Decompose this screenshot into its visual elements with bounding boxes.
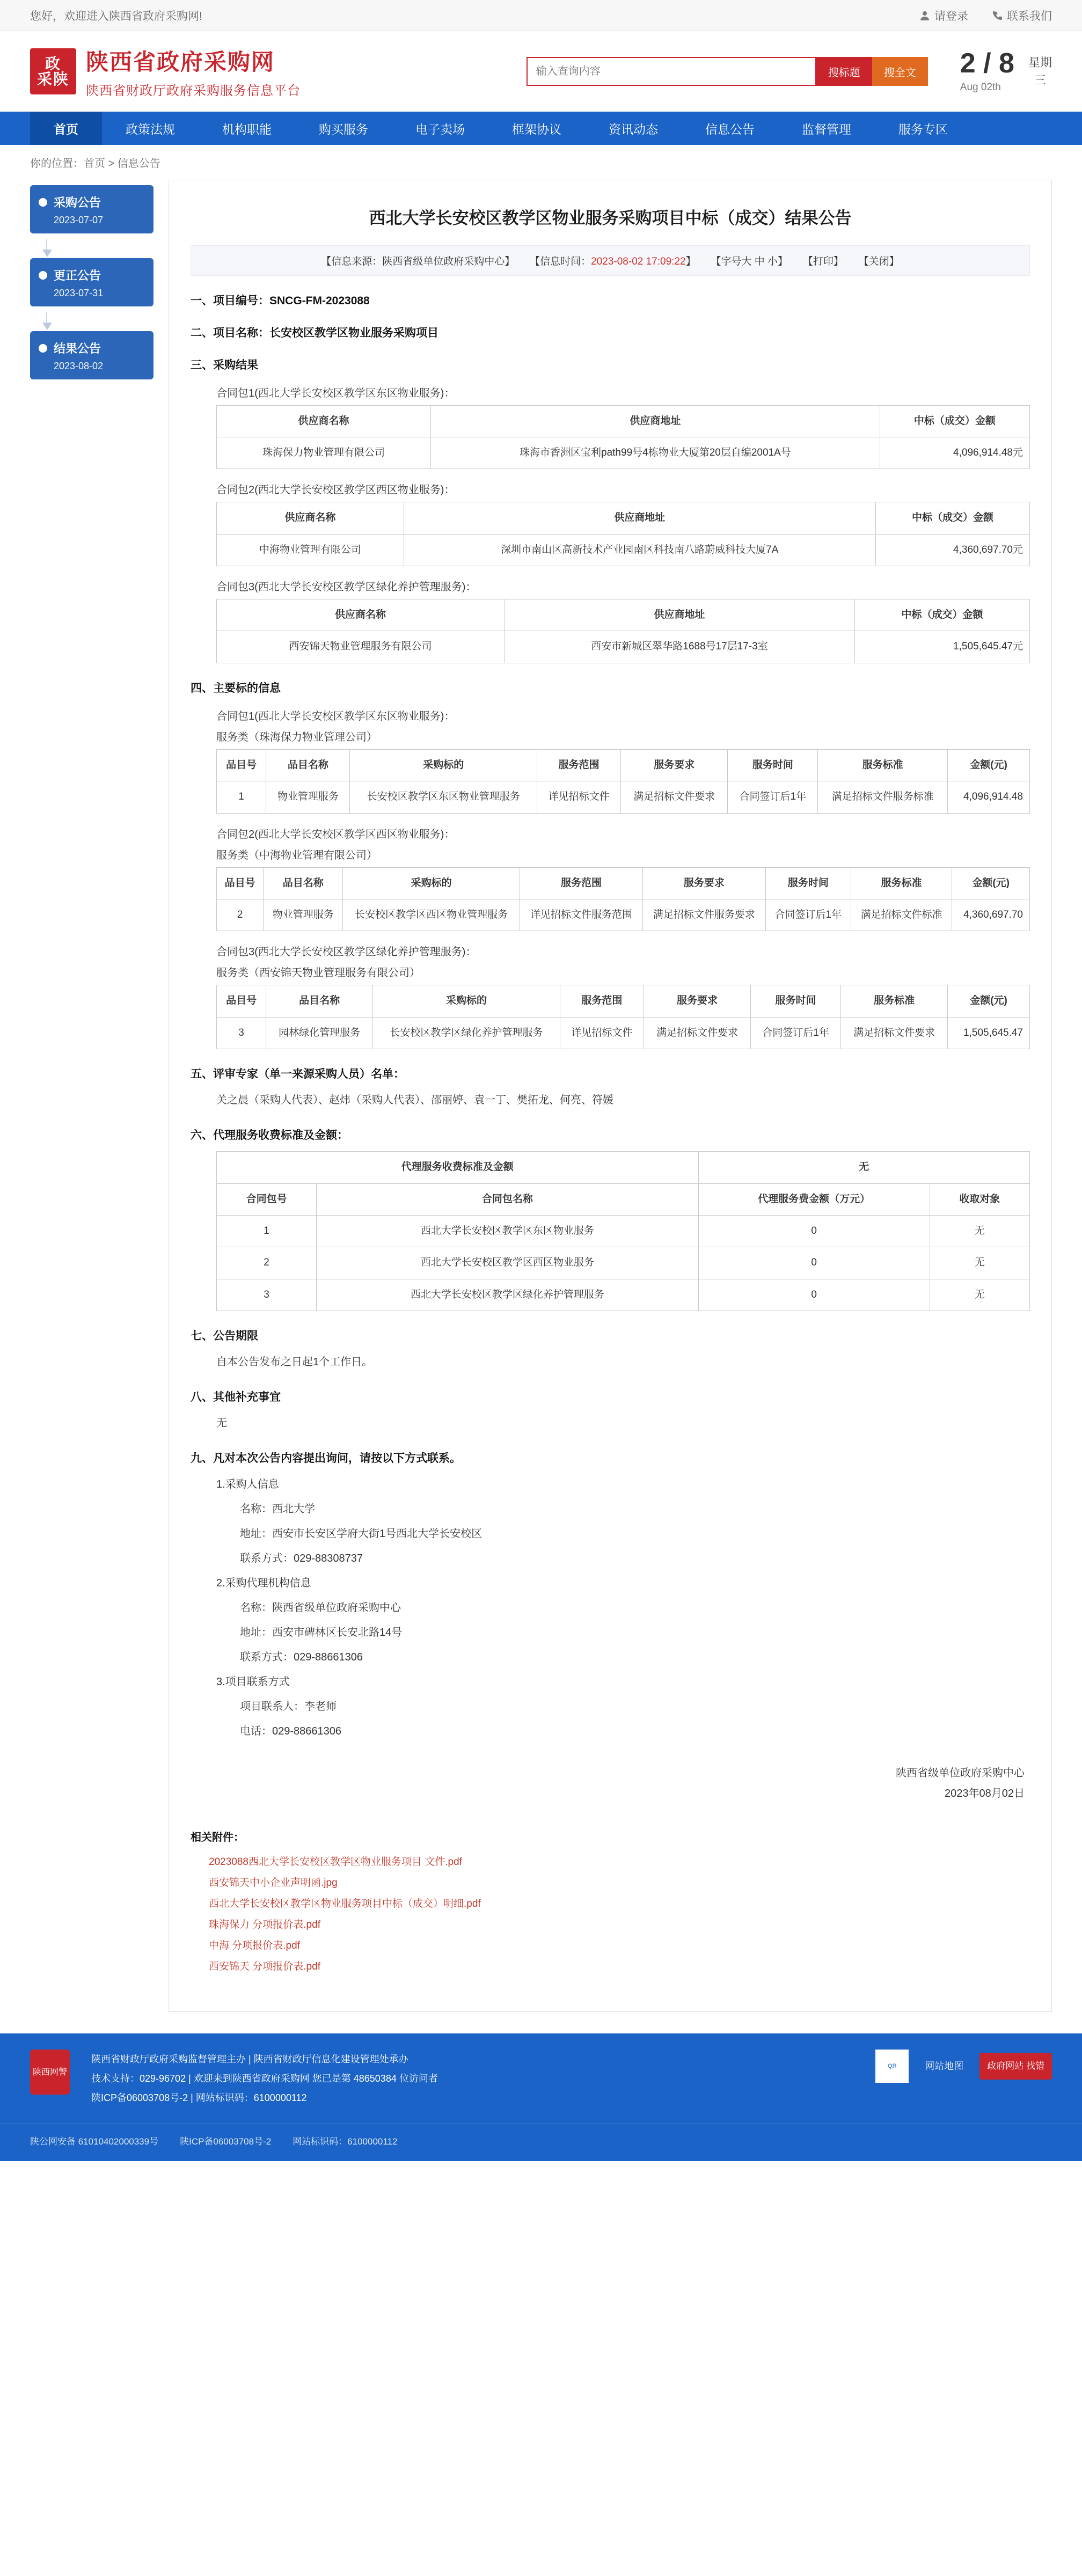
search-fulltext-button[interactable]: 搜全文 [872, 57, 928, 86]
agency-fee-title-right: 无 [698, 1152, 1029, 1183]
footer-site-code: 网站标识码：6100000112 [293, 2136, 398, 2147]
attachment-link-4[interactable]: 中海 分项报价表.pdf [209, 1940, 300, 1952]
standard-block-table-1 [216, 867, 1030, 932]
table-cell: 西北大学长安校区教学区西区物业服务 [317, 1247, 698, 1279]
contact-heading-0: 1.采购人信息 [216, 1479, 279, 1491]
column-header: 服务时间 [765, 867, 851, 899]
table-cell: 详见招标文件 [560, 1017, 644, 1049]
login-link-label: 请登录 [934, 10, 968, 23]
signature-org: 陕西省级单位政府采购中心 [896, 1767, 1025, 1780]
contact-heading-2: 3.项目联系方式 [216, 1676, 290, 1688]
contact-line-1-1: 地址：西安市碑林区长安北路14号 [240, 1627, 403, 1639]
section-1-title: 一、项目编号：SNCG-FM-2023088 [191, 294, 370, 307]
contact-link-label: 联系我们 [1007, 10, 1052, 23]
main-nav [0, 112, 1082, 145]
signature [191, 1763, 1030, 1804]
table-header-row [217, 749, 1030, 781]
column-header: 服务要求 [644, 985, 750, 1017]
document-meta [191, 245, 1030, 276]
sidebar-item-2[interactable] [30, 331, 153, 379]
phone-icon [992, 10, 1003, 21]
sidebar-item-title: 更正公告 [54, 269, 101, 282]
section-5-title: 五、评审专家（单一来源采购人员）名单： [191, 1068, 405, 1081]
table-cell: 4,096,914.48 [948, 781, 1030, 813]
sidebar-item-1[interactable] [30, 258, 153, 306]
result-package-caption-2: 合同包3(西北大学长安校区教学区绿化养护管理服务)： [216, 581, 477, 594]
table-cell: 满足招标文件要求 [621, 781, 728, 813]
column-header: 品目名称 [266, 985, 373, 1017]
section-4-title: 四、主要标的信息 [191, 682, 281, 694]
table-cell: 中海物业管理有限公司 [217, 534, 404, 566]
contact-line-0-1: 地址：西安市长安区学府大街1号西北大学长安校区 [240, 1528, 482, 1540]
result-packages [191, 384, 1030, 663]
table-cell: 西安锦天物业管理服务有限公司 [217, 631, 505, 663]
nav-item-2[interactable]: 机构职能 [222, 122, 272, 136]
table-header-row [217, 867, 1030, 899]
table-cell: 1 [217, 781, 266, 813]
contact-blocks [191, 1474, 1030, 1741]
welcome-text: 您好，欢迎进入陕西省政府采购网! [30, 10, 202, 23]
column-header: 品目号 [217, 749, 266, 781]
result-package-table-0 [216, 405, 1030, 470]
table-cell: 0 [698, 1247, 930, 1279]
column-header: 采购标的 [350, 749, 537, 781]
qr-code-icon: QR [875, 2050, 909, 2083]
table-row [217, 1017, 1030, 1049]
nav-item-4[interactable]: 电子卖场 [415, 122, 465, 136]
standard-block-caption-2: 合同包3(西北大学长安校区教学区绿化养护管理服务)： [216, 946, 477, 958]
table-cell: 西安市新城区翠华路1688号17层17-3室 [505, 631, 855, 663]
table-cell: 满足招标文件服务标准 [818, 781, 948, 813]
result-package-caption-1: 合同包2(西北大学长安校区教学区西区物业服务)： [216, 484, 455, 496]
logo-mark-line2: 采陕 [36, 71, 69, 87]
section-2-title: 二、项目名称：长安校区教学区物业服务采购项目 [191, 326, 438, 339]
standard-block-table-2 [216, 985, 1030, 1049]
table-cell: 长安校区教学区东区物业管理服务 [350, 781, 537, 813]
site-name: 陕西省政府采购网 [86, 49, 275, 75]
site-footer [0, 2033, 1082, 2124]
table-cell: 满足招标文件要求 [644, 1017, 750, 1049]
column-header: 品目号 [217, 985, 266, 1017]
standard-blocks [191, 707, 1030, 1049]
attachments-list [191, 1854, 1030, 1973]
page-title: 西北大学长安校区教学区物业服务采购项目中标（成交）结果公告 [369, 209, 852, 228]
column-header: 服务标准 [851, 867, 952, 899]
table-cell: 合同签订后1年 [750, 1017, 840, 1049]
top-links [919, 8, 1052, 24]
user-icon [919, 10, 930, 21]
standard-block-category-0: 服务类（珠海保力物业管理公司） [216, 731, 377, 743]
nav-item-5[interactable]: 框架协议 [512, 122, 561, 136]
result-package-table-2 [216, 599, 1030, 663]
table-cell: 无 [930, 1279, 1029, 1311]
footer-line-0: 陕西省财政厅政府采购监督管理主办 | 陕西省财政厅信息化建设管理处承办 [91, 2054, 408, 2065]
meta-fontsize-tail: 】 [778, 255, 788, 267]
agency-fee-title-left: 代理服务收费标准及金额 [217, 1152, 699, 1183]
table-row [217, 534, 1030, 566]
breadcrumb-item-0[interactable]: 首页 [84, 158, 105, 170]
table-cell: 2 [217, 899, 264, 931]
table-cell: 1,505,645.47 [948, 1017, 1030, 1049]
attachments-title: 相关附件： [191, 1832, 244, 1844]
table-row [217, 631, 1030, 663]
nav-item-7[interactable]: 信息公告 [705, 122, 755, 136]
section-8-title: 八、其他补充事宜 [191, 1391, 281, 1404]
table-cell: 合同签订后1年 [765, 899, 851, 931]
document-panel [169, 180, 1052, 2012]
table-header-row [217, 985, 1030, 1017]
section-8-body: 无 [216, 1417, 227, 1430]
contact-heading-1: 2.采购代理机构信息 [216, 1577, 311, 1590]
table-cell: 无 [930, 1215, 1029, 1247]
column-header: 供应商名称 [217, 502, 404, 534]
table-cell: 3 [217, 1017, 266, 1049]
table-row [217, 899, 1030, 931]
search-input[interactable] [535, 58, 808, 85]
date-main: 2 / 8 [960, 48, 1014, 79]
attachment-link-1[interactable]: 西安锦天中小企业声明函.jpg [209, 1877, 338, 1889]
weekday [1028, 54, 1052, 89]
table-cell: 深圳市南山区高新技术产业园南区科技南八路蔚威科技大厦7A [404, 534, 875, 566]
table-cell: 2 [217, 1247, 317, 1279]
nav-item-8[interactable]: 监督管理 [802, 122, 851, 136]
sidebar-item-date: 2023-07-07 [54, 215, 104, 225]
footer-bottom [0, 2124, 1082, 2161]
breadcrumb-separator: > [105, 158, 118, 170]
table-cell: 园林绿化管理服务 [266, 1017, 373, 1049]
column-header: 中标（成交）金额 [875, 502, 1029, 534]
column-header: 中标（成交）金额 [880, 405, 1029, 437]
table-header-row [217, 599, 1030, 631]
column-header: 服务要求 [621, 749, 728, 781]
meta-fontsize-label: 【字号 [711, 255, 742, 267]
column-header: 供应商名称 [217, 599, 505, 631]
table-cell: 西北大学长安校区教学区绿化养护管理服务 [317, 1279, 698, 1311]
table-cell: 珠海保力物业管理有限公司 [217, 437, 431, 469]
standard-block-caption-0: 合同包1(西北大学长安校区教学区东区物业服务)： [216, 710, 455, 722]
contact-line-1-0: 名称：陕西省级单位政府采购中心 [240, 1602, 401, 1614]
table-cell: 4,360,697.70元 [875, 534, 1029, 566]
meta-time-tail: 】 [685, 255, 696, 267]
footer-police-record[interactable]: 陕公网安备 61010402000339号 [30, 2136, 159, 2147]
column-header: 服务时间 [728, 749, 818, 781]
sidebar-dot-icon [39, 198, 47, 207]
column-header: 品目名称 [264, 867, 343, 899]
table-cell: 1,505,645.47元 [854, 631, 1029, 663]
table-cell: 0 [698, 1279, 930, 1311]
section-5-body: 关之晨（采购人代表）、赵炜（采购人代表）、邵丽婷、袁一丁、樊拓龙、何亮、符媛 [216, 1094, 613, 1107]
logo-mark-icon [30, 48, 76, 94]
table-cell: 无 [930, 1247, 1029, 1279]
column-header: 供应商地址 [404, 502, 875, 534]
column-header: 服务范围 [520, 867, 643, 899]
table-header-row [217, 1183, 1030, 1215]
sidebar-arrow-icon [42, 250, 52, 257]
nav-item-6[interactable]: 资讯动态 [609, 122, 658, 136]
contact-line-0-0: 名称：西北大学 [240, 1503, 315, 1516]
login-link[interactable] [919, 8, 968, 24]
contact-line-0-2: 联系方式：029-88308737 [240, 1553, 363, 1565]
standard-block-table-0 [216, 749, 1030, 814]
print-button[interactable]: 【打印】 [802, 255, 844, 267]
gov-website-badge[interactable]: 政府网站 找错 [979, 2053, 1052, 2080]
site-header [0, 31, 1082, 112]
column-header: 服务标准 [841, 985, 948, 1017]
column-header: 金额(元) [948, 749, 1030, 781]
standard-block-table-wrap-2 [191, 985, 1030, 1049]
result-package-table-1 [216, 502, 1030, 566]
table-cell: 物业管理服务 [264, 899, 343, 931]
table-cell: 长安校区教学区西区物业管理服务 [343, 899, 520, 931]
column-header: 服务要求 [642, 867, 765, 899]
column-header: 供应商地址 [505, 599, 855, 631]
sidebar-item-0[interactable] [30, 185, 153, 233]
breadcrumb-item-1[interactable]: 信息公告 [117, 158, 160, 170]
footer-text [91, 2050, 854, 2107]
breadcrumb-prefix: 你的位置： [30, 158, 84, 170]
sidebar-item-title: 采购公告 [54, 196, 101, 209]
contact-line-1-2: 联系方式：029-88661306 [240, 1651, 363, 1664]
column-header: 采购标的 [373, 985, 560, 1017]
standard-block-table-wrap-0 [191, 749, 1030, 814]
column-header: 金额(元) [948, 985, 1030, 1017]
meta-source-tail: 】 [505, 255, 515, 267]
contact-line-2-1: 电话：029-88661306 [240, 1725, 342, 1738]
column-header: 金额(元) [952, 867, 1030, 899]
nav-item-9[interactable]: 服务专区 [898, 122, 948, 136]
site-logo[interactable] [30, 45, 301, 99]
table-cell: 长安校区教学区绿化养护管理服务 [373, 1017, 560, 1049]
table-header-row [217, 405, 1030, 437]
standard-block-caption-1: 合同包2(西北大学长安校区教学区西区物业服务)： [216, 828, 455, 840]
agency-fee-table [216, 1151, 1030, 1311]
breadcrumb [0, 145, 1082, 180]
column-header: 代理服务费金额（万元） [698, 1183, 930, 1215]
meta-source-label: 【信息来源： [321, 255, 383, 267]
sidebar-dot-icon [39, 344, 47, 353]
contact-line-2-0: 项目联系人：李老师 [240, 1701, 337, 1713]
table-row [217, 781, 1030, 813]
standard-block-category-1: 服务类（中海物业管理有限公司） [216, 849, 377, 861]
police-badge-icon: 陕西网警 [30, 2050, 70, 2095]
table-cell: 满足招标文件要求 [841, 1017, 948, 1049]
logo-mark-line1: 政 [45, 55, 61, 72]
column-header: 服务范围 [537, 749, 620, 781]
search-area [527, 49, 1052, 93]
agency-fee-table-wrap [191, 1151, 1030, 1311]
attachment-link-2[interactable]: 西北大学长安校区教学区物业服务项目中标（成交）明细.pdf [209, 1898, 481, 1910]
section-9-title: 九、凡对本次公告内容提出询问，请按以下方式联系。 [191, 1452, 461, 1465]
nav-item-3[interactable]: 购买服务 [319, 122, 368, 136]
table-row [217, 1215, 1030, 1247]
site-map-link[interactable]: 网站地图 [925, 2061, 964, 2072]
nav-item-0[interactable]: 首页 [30, 112, 102, 145]
sidebar-dot-icon [39, 271, 47, 280]
attachment-link-0[interactable]: 2023088西北大学长安校区教学区物业服务项目 文件.pdf [209, 1856, 462, 1868]
column-header: 供应商名称 [217, 405, 431, 437]
column-header: 品目名称 [266, 749, 350, 781]
sidebar [30, 180, 153, 404]
signature-date: 2023年08月02日 [945, 1788, 1025, 1800]
footer-line-1: 技术支持：029-96702 | 欢迎来到陕西省政府采购网 您已是第 48650384 位访问者 [91, 2073, 438, 2084]
table-cell: 物业管理服务 [266, 781, 350, 813]
column-header: 品目号 [217, 867, 264, 899]
meta-source-value: 陕西省级单位政府采购中心 [382, 255, 505, 267]
table-cell: 西北大学长安校区教学区东区物业服务 [317, 1215, 698, 1247]
sidebar-item-date: 2023-08-02 [54, 361, 104, 371]
attachment-link-3[interactable]: 珠海保力 分项报价表.pdf [209, 1919, 320, 1931]
meta-time-label: 【信息时间： [530, 255, 591, 267]
sidebar-arrow-icon [42, 323, 52, 330]
column-header: 供应商地址 [430, 405, 880, 437]
table-cell: 4,096,914.48元 [880, 437, 1029, 469]
meta-time-value: 2023-08-02 17:09:22 [591, 255, 686, 267]
sidebar-item-title: 结果公告 [54, 342, 101, 355]
table-row [217, 1247, 1030, 1279]
sidebar-item-date: 2023-07-31 [54, 288, 104, 298]
section-7-body: 自本公告发布之日起1个工作日。 [216, 1356, 373, 1368]
table-cell: 0 [698, 1215, 930, 1247]
table-cell: 详见招标文件服务范围 [520, 899, 643, 931]
weekday-line2: 三 [1034, 74, 1046, 87]
column-header: 采购标的 [343, 867, 520, 899]
section-6-title: 六、代理服务收费标准及金额： [191, 1129, 348, 1142]
footer-icp[interactable]: 陕ICP备06003708号-2 [180, 2136, 272, 2147]
table-cell: 详见招标文件 [537, 781, 620, 813]
column-header: 合同包号 [217, 1183, 317, 1215]
attachment-link-5[interactable]: 西安锦天 分项报价表.pdf [209, 1961, 320, 1973]
column-header: 服务时间 [750, 985, 840, 1017]
fontsize-options[interactable]: 大 中 小 [741, 255, 778, 267]
table-cell: 1 [217, 1215, 317, 1247]
section-7-title: 七、公告期限 [191, 1330, 258, 1343]
column-header: 收取对象 [930, 1183, 1029, 1215]
close-button[interactable]: 【关闭】 [858, 255, 900, 267]
column-header: 合同包名称 [317, 1183, 698, 1215]
contact-link[interactable] [992, 8, 1052, 24]
table-cell: 珠海市香洲区宝利path99号4栋物业大厦第20层自编2001A号 [430, 437, 880, 469]
result-package-caption-0: 合同包1(西北大学长安校区教学区东区物业服务)： [216, 387, 455, 399]
search-title-button[interactable]: 搜标题 [816, 57, 872, 86]
table-row [217, 1279, 1030, 1311]
top-utility-bar [0, 0, 1082, 31]
search-box[interactable] [527, 57, 816, 86]
column-header: 中标（成交）金额 [854, 599, 1029, 631]
table-row [217, 437, 1030, 469]
table-cell: 满足招标文件服务要求 [642, 899, 765, 931]
agency-fee-title-row [217, 1152, 1030, 1183]
date-sub: Aug 02th [960, 82, 1001, 93]
date-display [960, 49, 1052, 93]
table-cell: 满足招标文件标准 [851, 899, 952, 931]
standard-block-table-wrap-1 [191, 867, 1030, 932]
weekday-line1: 星期 [1028, 56, 1052, 69]
table-cell: 3 [217, 1279, 317, 1311]
table-cell: 合同签订后1年 [728, 781, 818, 813]
footer-line-2: 陕ICP备06003708号-2 | 网站标识码：6100000112 [91, 2092, 307, 2104]
table-header-row [217, 502, 1030, 534]
result-package-table-wrap-2 [191, 599, 1030, 663]
section-3-title: 三、采购结果 [191, 358, 258, 371]
standard-block-category-2: 服务类（西安锦天物业管理服务有限公司） [216, 967, 420, 979]
site-subtitle: 陕西省财政厅政府采购服务信息平台 [86, 83, 301, 98]
nav-item-1[interactable]: 政策法规 [126, 122, 175, 136]
column-header: 服务标准 [818, 749, 948, 781]
result-package-table-wrap-0 [191, 405, 1030, 470]
result-package-table-wrap-1 [191, 502, 1030, 566]
table-cell: 4,360,697.70 [952, 899, 1030, 931]
column-header: 服务范围 [560, 985, 644, 1017]
